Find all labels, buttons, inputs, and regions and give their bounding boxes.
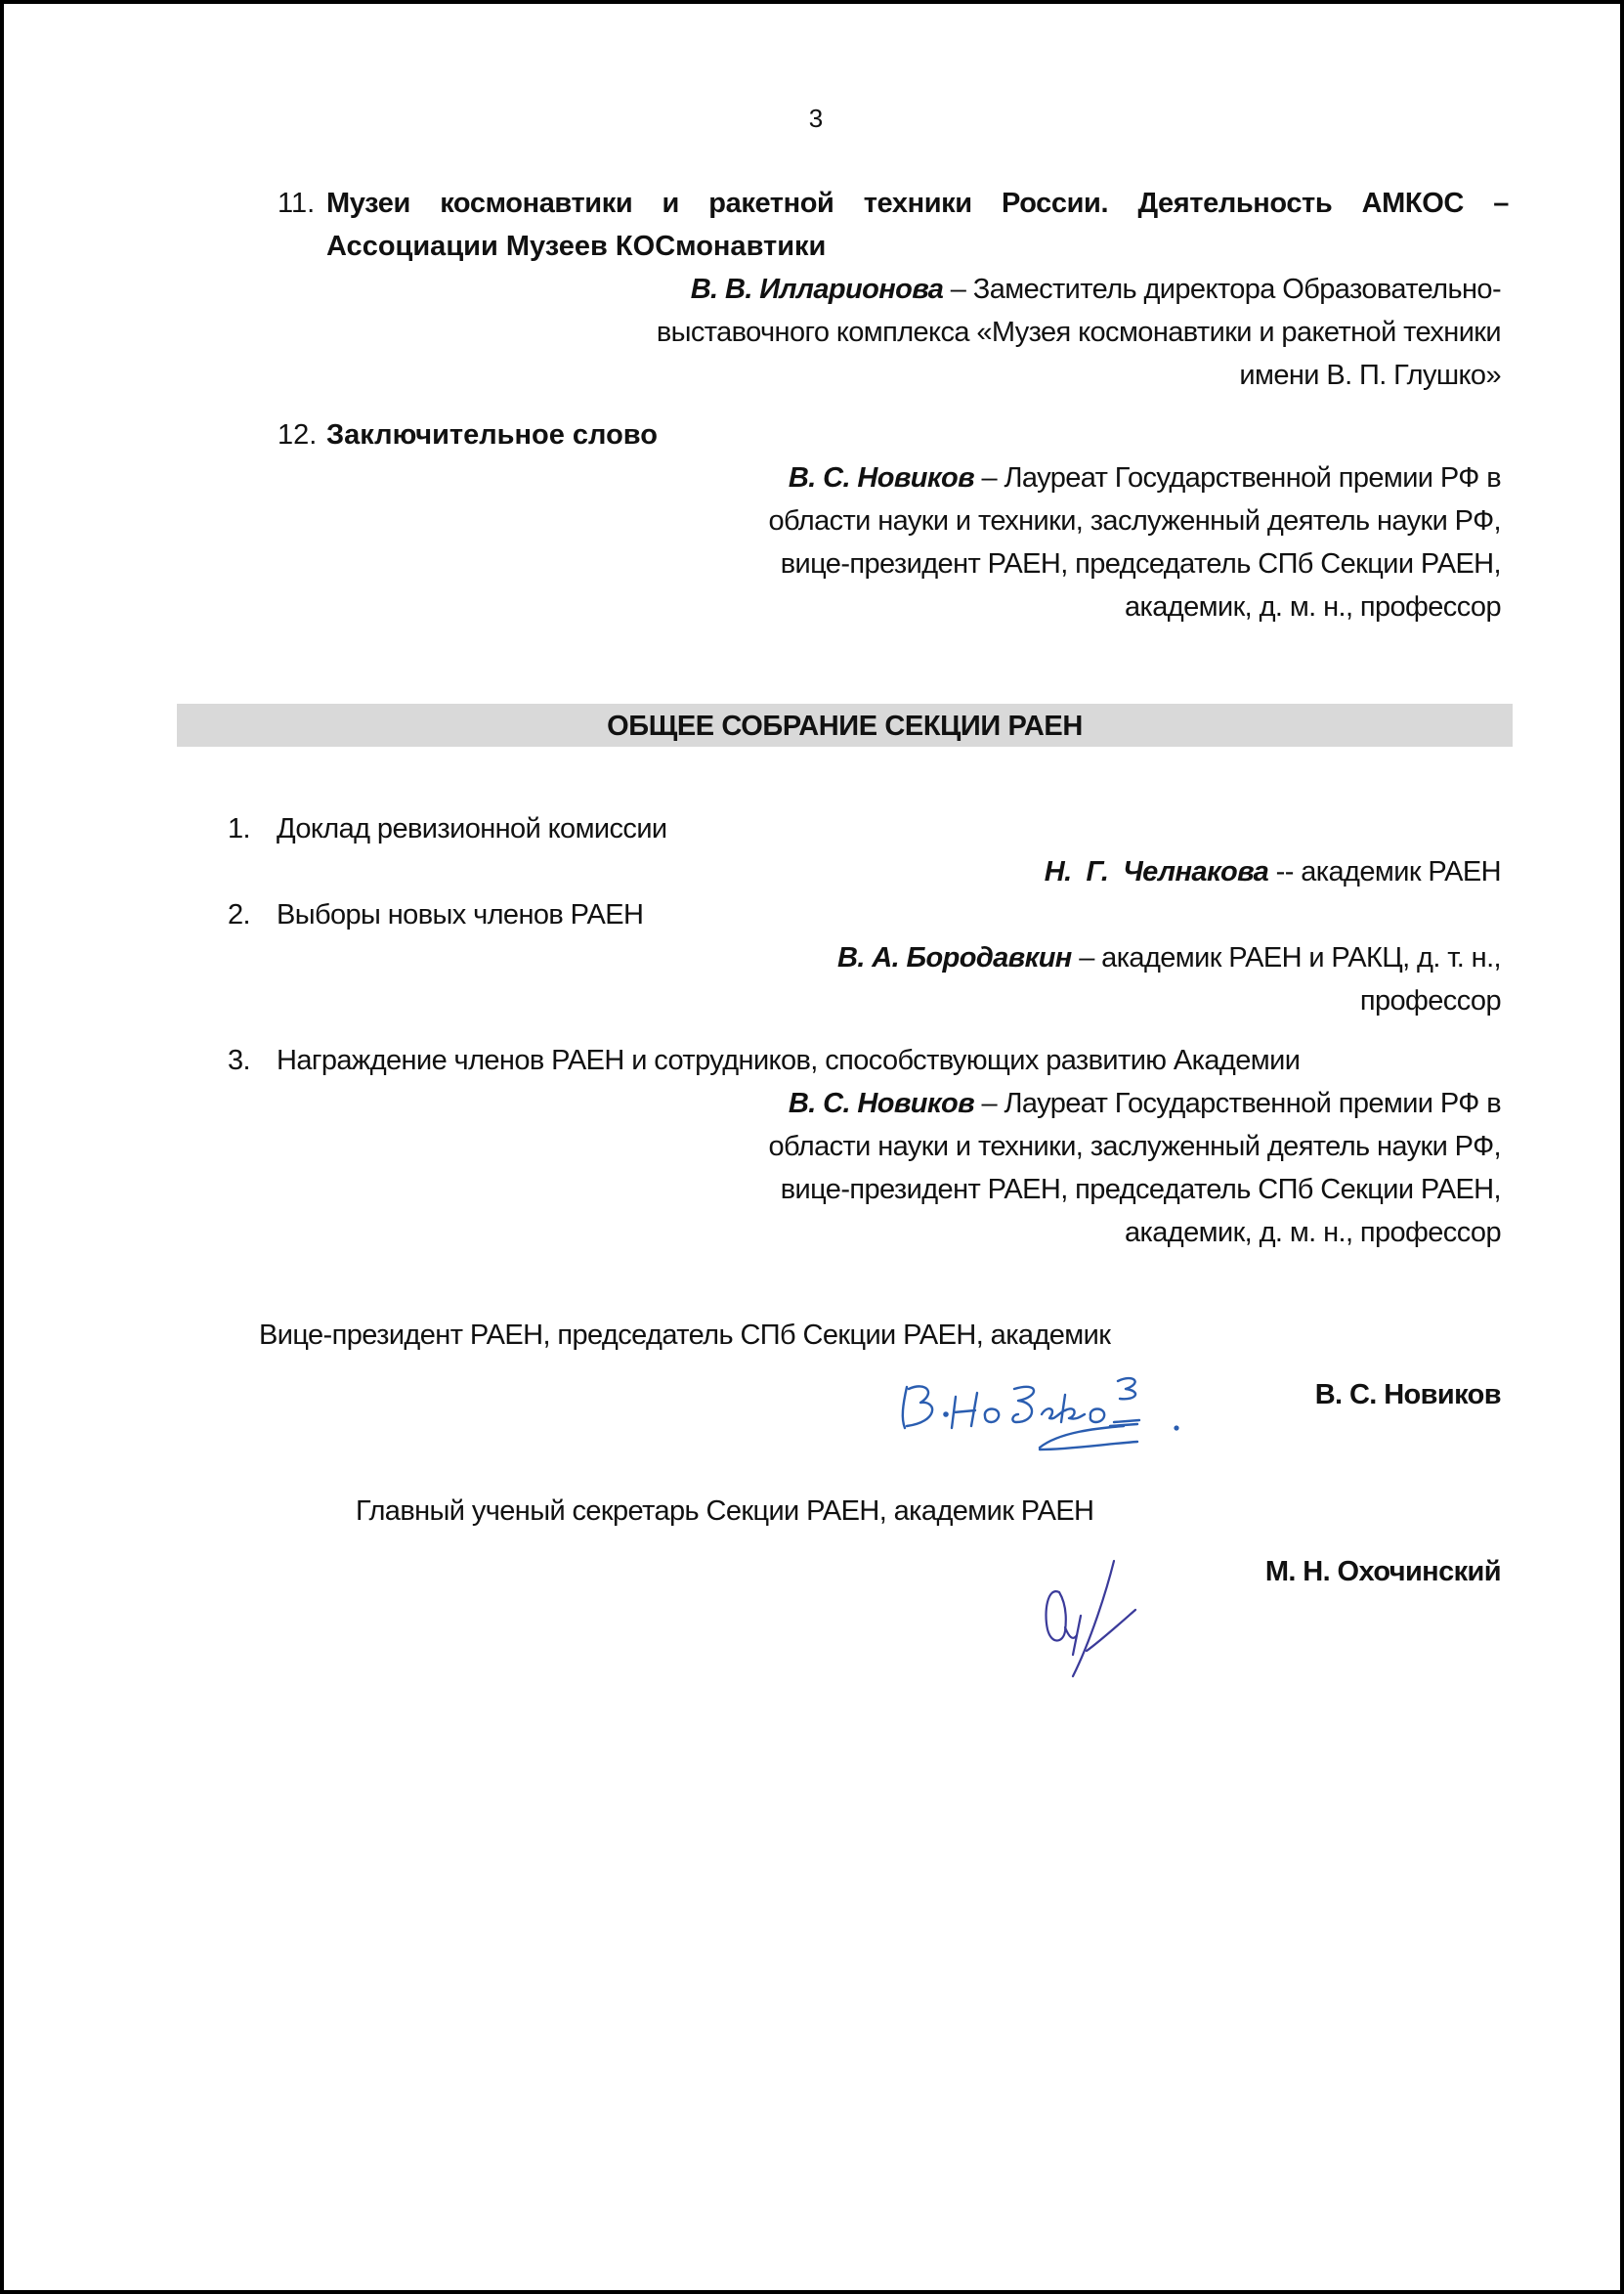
speaker-name: В. А. Бородавкин [837,942,1072,974]
signatory-position: Вице-президент РАЕН, председатель СПб Секции РАЕН, академик [259,1320,1111,1351]
handwritten-signature-icon [1030,1553,1147,1685]
speaker-title: имени В. П. Глушко» [1239,360,1501,391]
speaker-title: -- академик РАЕН [1268,856,1501,887]
speaker-block [837,936,1501,1022]
speaker-title: – Лауреат Государственной премии РФ в [974,462,1501,494]
agenda-item-title-line1: Музеи космонавтики и ракетной техники России. Деятельность АМКОС – [326,188,1509,219]
meeting-item-title: Доклад ревизионной комиссии [277,813,667,844]
speaker-title: – академик РАЕН и РАКЦ, д. т. н., [1071,942,1501,974]
speaker-block [769,456,1501,628]
speaker-title: вице-президент РАЕН, председатель СПб Секции РАЕН, [780,548,1501,580]
speaker-name: В. В. Илларионова [690,274,944,305]
speaker-title: выставочного комплекса «Музея космонавтики и ракетной техники [656,317,1501,348]
agenda-item-number: 11. [278,188,316,219]
speaker-title: вице-президент РАЕН, председатель СПб Секции РАЕН, [780,1174,1501,1205]
speaker-block [657,268,1501,397]
agenda-item-number: 12. [278,419,318,451]
speaker-title: профессор [1359,985,1501,1017]
speaker-title: области науки и техники, заслуженный деятель науки РФ, [768,505,1501,537]
speaker-title: – Лауреат Государственной премии РФ в [974,1088,1501,1119]
agenda-item-title-line2: Ассоциации Музеев КОСмонавтики [326,231,827,262]
speaker-block [769,1082,1501,1254]
meeting-item-number: 1. [228,813,250,844]
speaker-name: Н. Г. Челнакова [1044,856,1269,887]
handwritten-signature-icon [893,1367,1225,1460]
speaker-title: области науки и техники, заслуженный деятель науки РФ, [768,1131,1501,1162]
speaker-name: В. С. Новиков [788,1088,975,1119]
signatory-name: В. С. Новиков [1314,1379,1501,1410]
speaker-title: академик, д. м. н., профессор [1125,591,1501,623]
meeting-item-title: Награждение членов РАЕН и сотрудников, способствующих развитию Академии [277,1045,1301,1076]
meeting-item-number: 2. [228,899,250,931]
meeting-item-title: Выборы новых членов РАЕН [277,899,644,931]
agenda-item-title [326,182,1509,268]
meeting-item-number: 3. [228,1045,250,1076]
signatory-name: М. Н. Охочинский [1264,1556,1501,1587]
page-number: 3 [808,104,824,133]
speaker-title: – Заместитель директора Образовательно- [943,274,1501,305]
signatory-position: Главный ученый секретарь Секции РАЕН, академик РАЕН [356,1495,1094,1527]
speaker-name: В. С. Новиков [788,462,975,494]
speaker-block [1045,850,1501,893]
speaker-title: академик, д. м. н., профессор [1125,1217,1501,1248]
agenda-item-title: Заключительное слово [326,419,658,451]
section-banner-general-meeting: ОБЩЕЕ СОБРАНИЕ СЕКЦИИ РАЕН [177,704,1513,747]
